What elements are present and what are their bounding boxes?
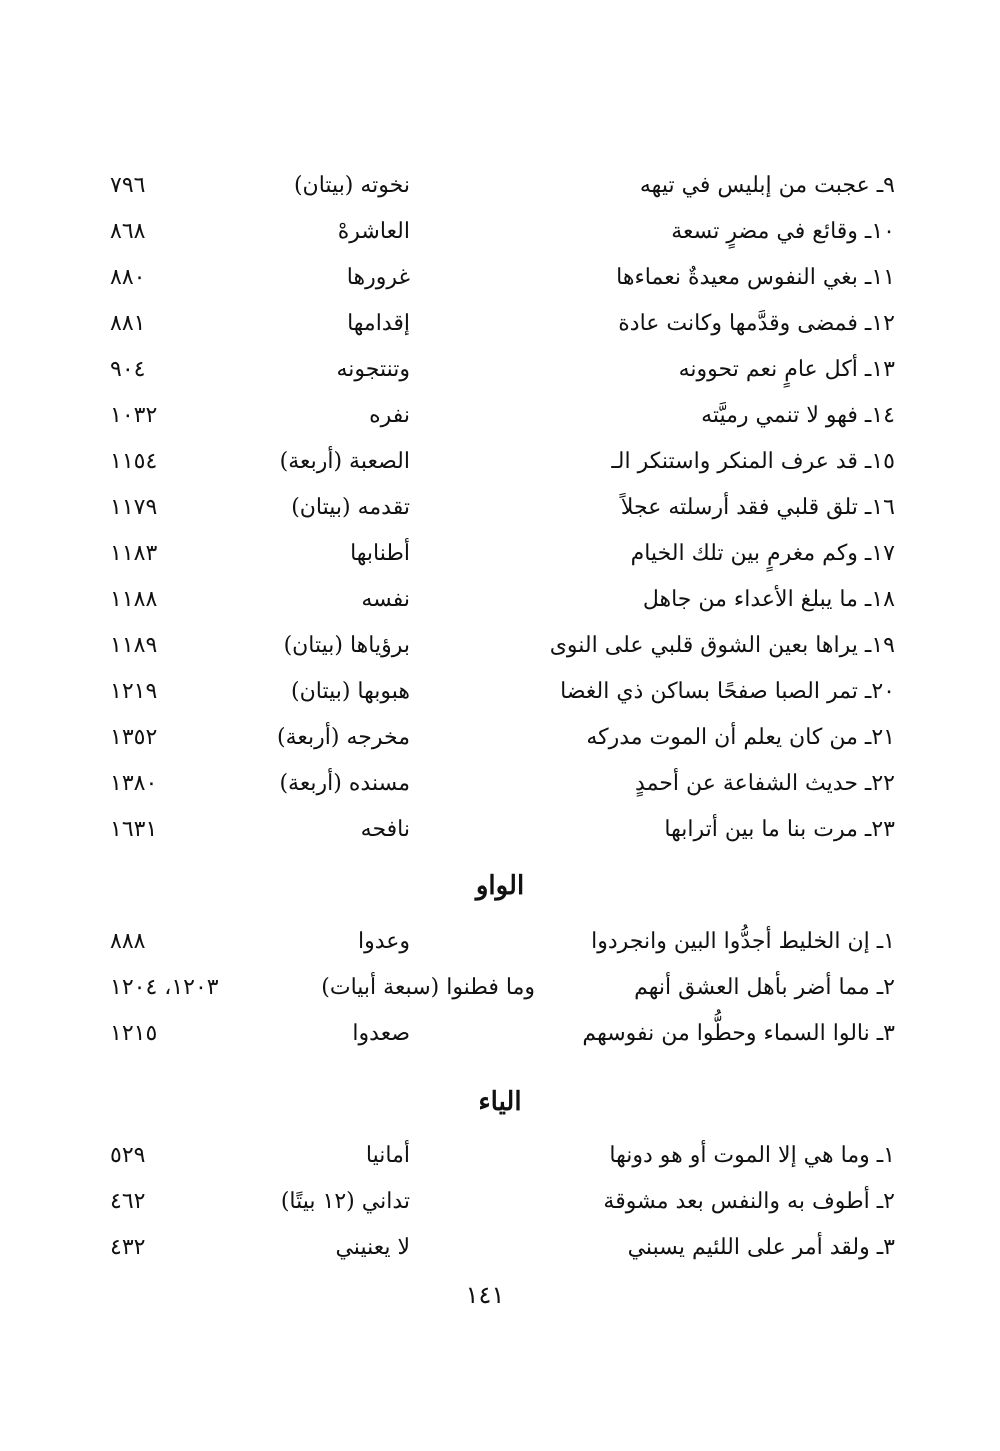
verse-rhyme-word: الصعبة (أربعة) (279, 449, 410, 474)
verse-rhyme-word: لا يعنيني (335, 1235, 410, 1260)
index-row (110, 764, 895, 804)
verse-first-words: ٢٢ـ حديث الشفاعة عن أحمدٍ (635, 771, 895, 796)
page-reference: ١٢١٩ (110, 679, 158, 704)
page-reference: ٩٠٤ (110, 357, 146, 382)
section-heading-ya: الياء (478, 1087, 522, 1117)
section-heading-waw: الواو (475, 871, 525, 901)
verse-first-words: ١٤ـ فهو لا تنمي رميَّته (701, 403, 895, 428)
index-row (110, 922, 895, 962)
page-reference: ١٣٨٠ (110, 771, 158, 796)
verse-rhyme-word: العاشرهْ (337, 219, 410, 244)
verse-first-words: ١ـ إن الخليط أجدُّوا البين وانجردوا (591, 929, 895, 954)
index-row (110, 258, 895, 298)
page-reference: ٨٦٨ (110, 219, 146, 244)
verse-rhyme-word: نفره (369, 403, 410, 428)
index-row (110, 1014, 895, 1054)
verse-rhyme-word: هبوبها (بيتان) (291, 679, 410, 704)
page-reference: ١١٨٩ (110, 633, 158, 658)
index-row (110, 488, 895, 528)
verse-first-words: ١١ـ بغي النفوس معيدةٌ نعماءها (616, 265, 895, 290)
verse-rhyme-word: نافحه (360, 817, 410, 842)
verse-first-words: ٣ـ ولقد أمر على اللئيم يسبني (627, 1235, 895, 1260)
verse-rhyme-word: غرورها (346, 265, 410, 290)
index-row (110, 718, 895, 758)
index-row (110, 166, 895, 206)
index-row (110, 212, 895, 252)
index-row (110, 580, 895, 620)
page-reference: ٧٩٦ (110, 173, 146, 198)
verse-rhyme-word: وعدوا (357, 929, 410, 954)
verse-rhyme-word: إقدامها (347, 311, 410, 336)
index-row (110, 350, 895, 390)
verse-first-words: ١٨ـ ما يبلغ الأعداء من جاهل (642, 587, 895, 612)
verse-first-words: ٣ـ نالوا السماء وحطُّوا من نفوسهم (582, 1021, 895, 1046)
index-row (110, 1136, 895, 1176)
page-reference: ٥٢٩ (110, 1143, 146, 1168)
verse-first-words: ١٥ـ قد عرف المنكر واستنكر الـ (611, 449, 895, 474)
verse-rhyme-word: مسنده (أربعة) (279, 771, 410, 796)
verse-rhyme-word: مخرجه (أربعة) (277, 725, 410, 750)
verse-rhyme-word: تقدمه (بيتان) (291, 495, 410, 520)
verse-first-words: ١٩ـ يراها بعين الشوق قلبي على النوى (549, 633, 895, 658)
page-reference: ١١٧٩ (110, 495, 158, 520)
page-reference: ١٠٣٢ (110, 403, 158, 428)
verse-rhyme-word: أمانيا (365, 1143, 410, 1168)
page-reference: ١٢١٥ (110, 1021, 158, 1046)
page-reference: ١١٨٨ (110, 587, 158, 612)
index-row (110, 396, 895, 436)
verse-first-words: ٢٠ـ تمر الصبا صفحًا بساكن ذي الغضا (560, 679, 895, 704)
verse-rhyme-word: وما فطنوا (سبعة أبيات) (321, 975, 535, 1000)
verse-first-words: ٩ـ عجبت من إبليس في تيهه (639, 173, 895, 198)
index-row (110, 1182, 895, 1222)
verse-rhyme-word: أطنابها (350, 541, 410, 566)
index-row (110, 626, 895, 666)
index-row (110, 1228, 895, 1268)
verse-rhyme-word: وتنتجونه (336, 357, 410, 382)
page-reference: ١٢٠٣، ١٢٠٤ (110, 975, 219, 1000)
verse-first-words: ١٢ـ فمضى وقدَّمها وكانت عادة (618, 311, 895, 336)
index-row (110, 442, 895, 482)
page-reference: ٤٣٢ (110, 1235, 146, 1260)
verse-first-words: ١٧ـ وكم مغرمٍ بين تلك الخيام (630, 541, 895, 566)
page-number: ١٤١ (465, 1281, 505, 1309)
index-row (110, 968, 895, 1008)
page-reference: ٤٦٢ (110, 1189, 146, 1214)
page-reference: ١٣٥٢ (110, 725, 158, 750)
page-reference: ٨٨١ (110, 311, 146, 336)
page-reference: ١٦٣١ (110, 817, 158, 842)
verse-first-words: ٢ـ أطوف به والنفس بعد مشوقة (603, 1189, 895, 1214)
verse-rhyme-word: صعدوا (352, 1021, 410, 1046)
page-reference: ٨٨٨ (110, 929, 146, 954)
verse-rhyme-word: برؤياها (بيتان) (283, 633, 410, 658)
page-reference: ١١٨٣ (110, 541, 158, 566)
verse-rhyme-word: نفسه (361, 587, 410, 612)
verse-first-words: ٢١ـ من كان يعلم أن الموت مدركه (586, 725, 895, 750)
verse-first-words: ١٣ـ أكل عامٍ نعم تحوونه (678, 357, 895, 382)
verse-first-words: ١٠ـ وقائع في مضرٍ تسعة (671, 219, 895, 244)
index-row (110, 534, 895, 574)
verse-first-words: ١ـ وما هي إلا الموت أو هو دونها (609, 1143, 895, 1168)
index-row (110, 672, 895, 712)
index-row (110, 810, 895, 850)
verse-first-words: ١٦ـ تلق قلبي فقد أرسلته عجلاً (620, 495, 895, 520)
verse-first-words: ٢٣ـ مرت بنا ما بين أترابها (664, 817, 895, 842)
verse-rhyme-word: تداني (١٢ بيتًا) (280, 1189, 410, 1214)
page-reference: ٨٨٠ (110, 265, 146, 290)
verse-first-words: ٢ـ مما أضر بأهل العشق أنهم (634, 975, 895, 1000)
verse-rhyme-word: نخوته (بيتان) (293, 173, 410, 198)
page-reference: ١١٥٤ (110, 449, 158, 474)
index-row (110, 304, 895, 344)
